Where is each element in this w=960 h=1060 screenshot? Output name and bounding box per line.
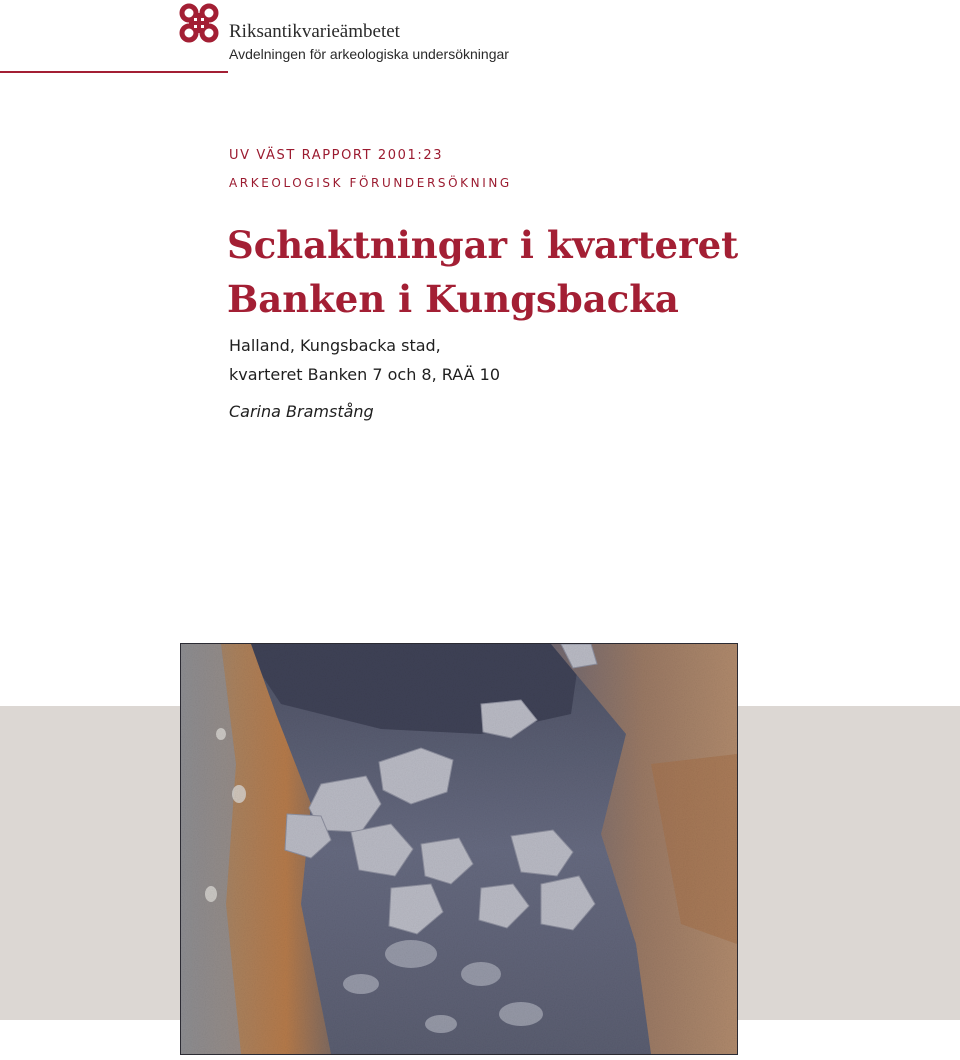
organization-name: Riksantikvarieämbetet [229, 21, 400, 42]
department-name: Avdelningen för arkeologiska undersökningar [229, 46, 509, 62]
author-name: Carina Bramstång [229, 402, 374, 421]
report-title-line-1: Schaktningar i kvarteret [227, 223, 739, 267]
excavation-trench-photo [180, 643, 738, 1055]
header-divider [0, 71, 228, 73]
report-title-line-2: Banken i Kungsbacka [227, 277, 679, 321]
heritage-knot-icon [178, 2, 220, 44]
location-line-2: kvarteret Banken 7 och 8, RAÄ 10 [229, 365, 501, 384]
report-series: UV VÄST RAPPORT 2001:23 [229, 148, 444, 163]
location-line-1: Halland, Kungsbacka stad, [229, 336, 441, 355]
report-type: ARKEOLOGISK FÖRUNDERSÖKNING [229, 176, 512, 190]
